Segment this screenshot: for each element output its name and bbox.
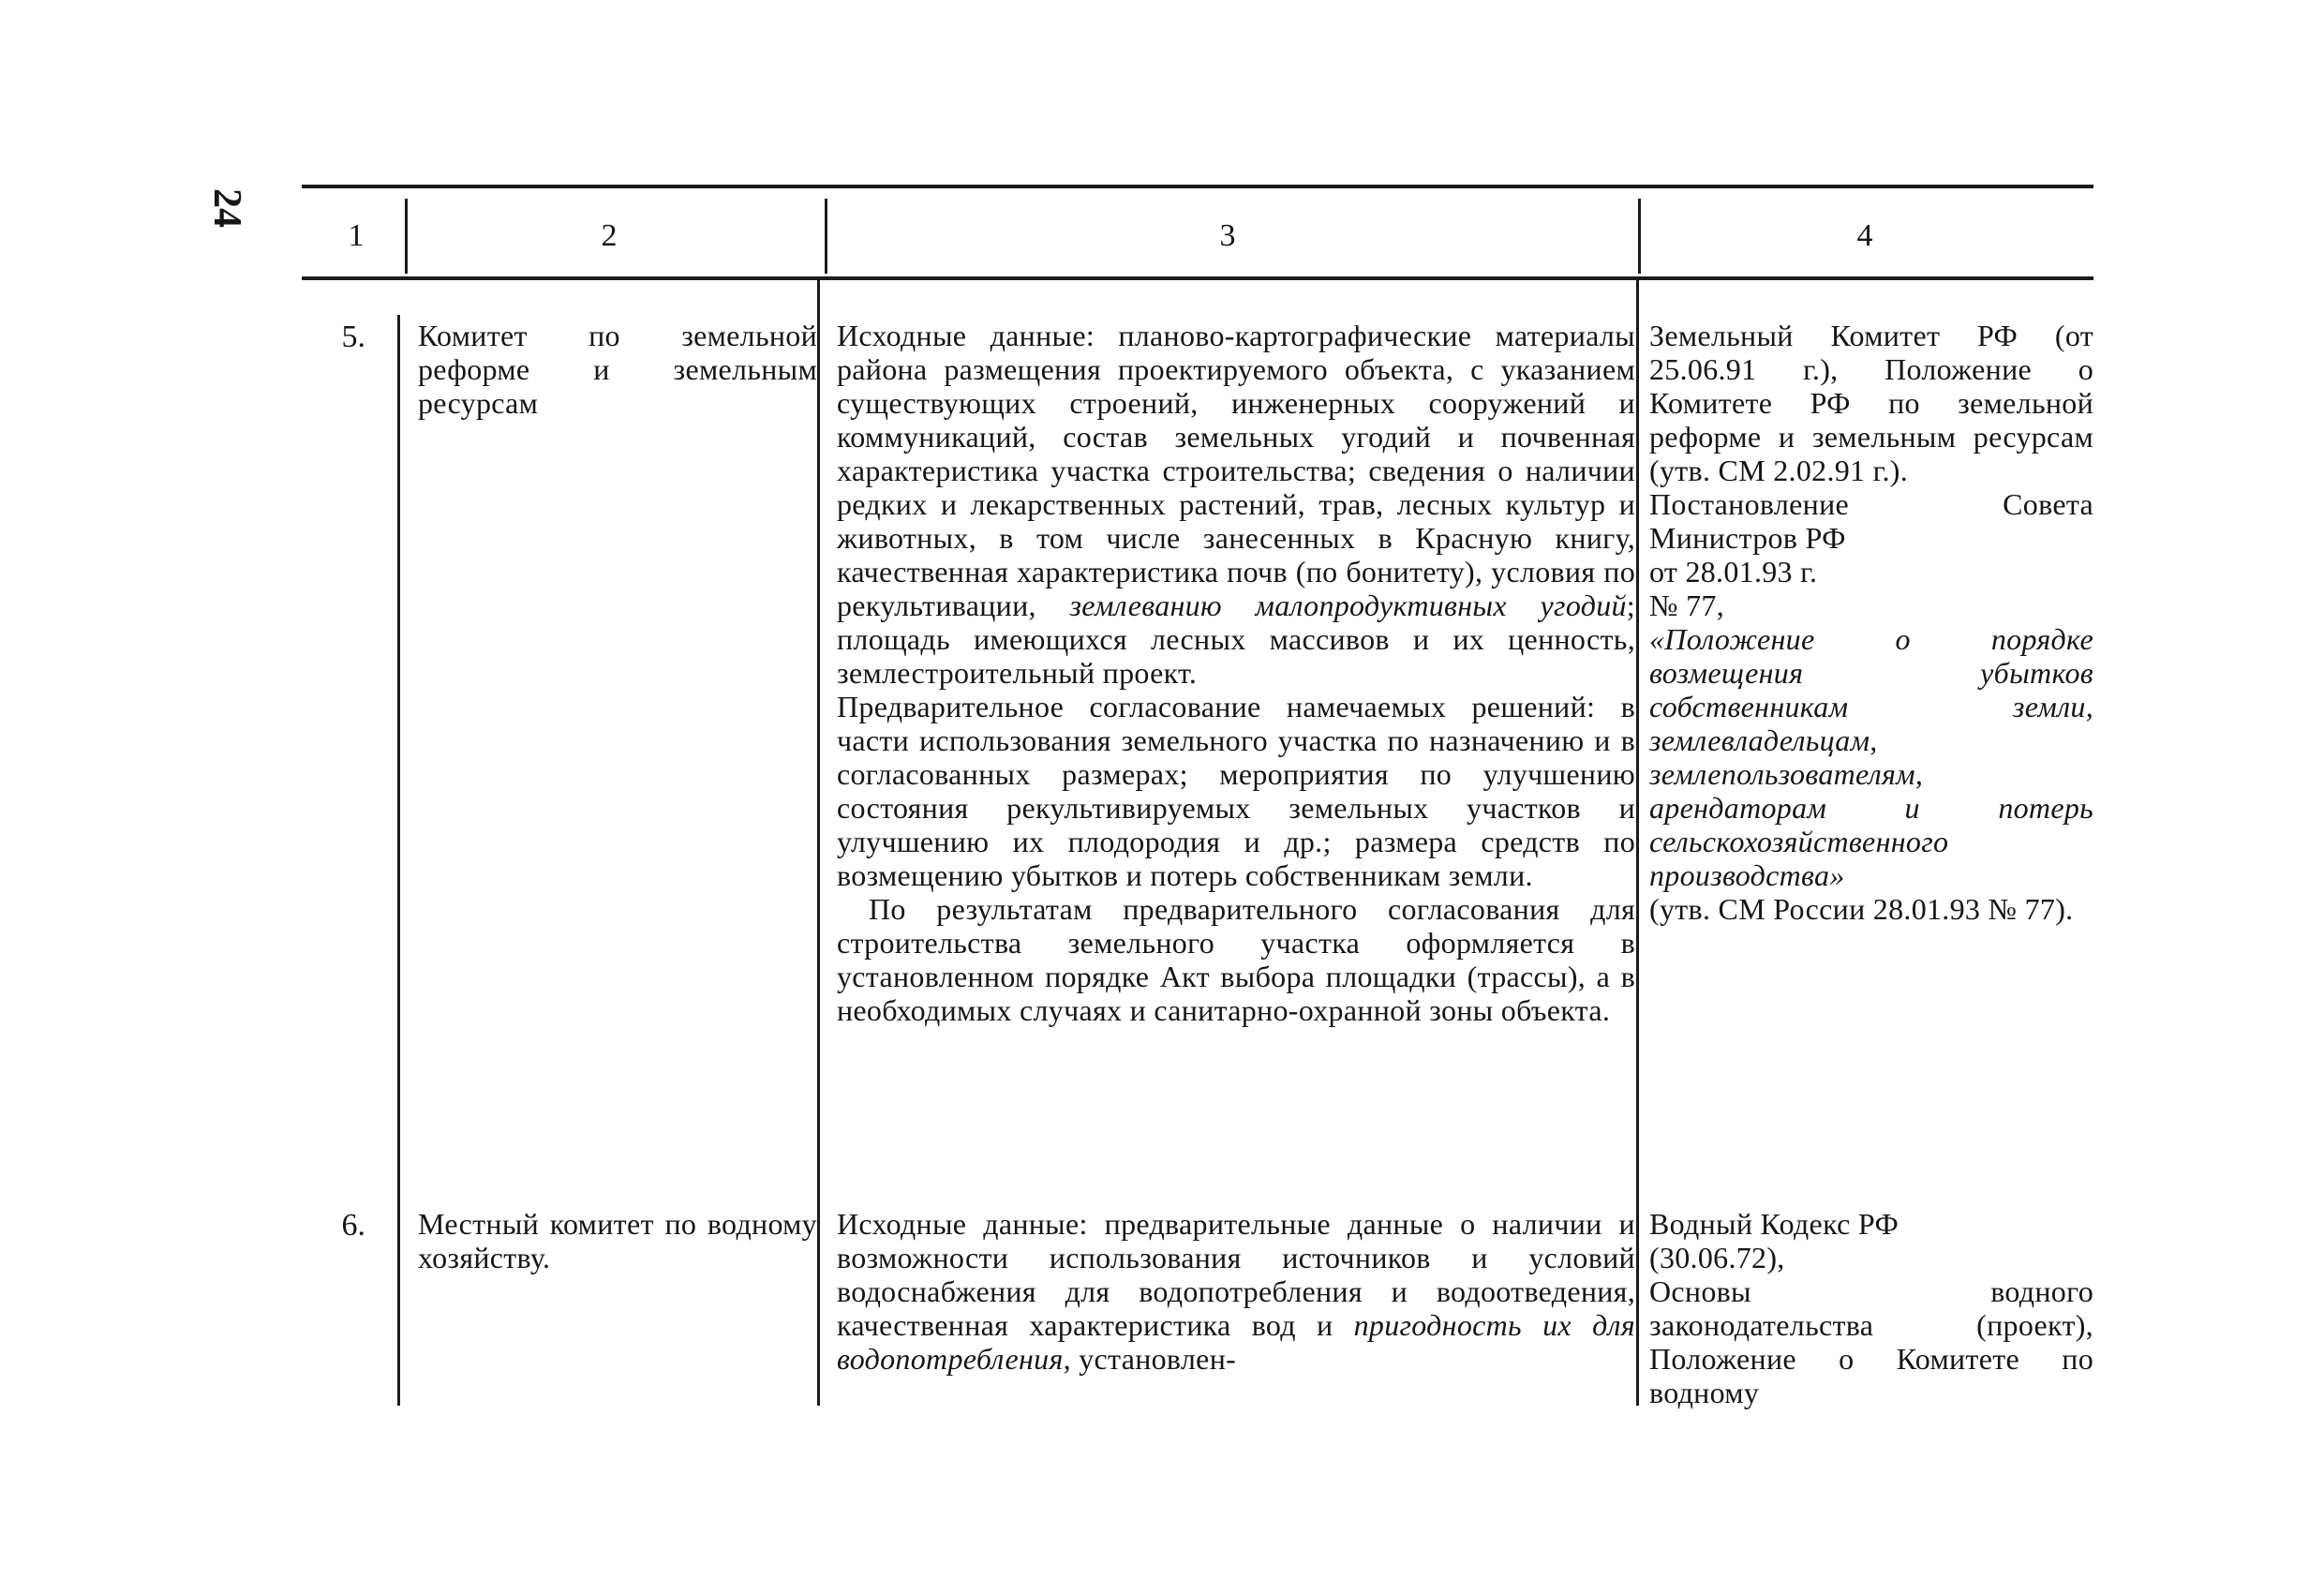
requirements-cell bbox=[837, 319, 1635, 1027]
legal-basis-line: Постановление Совета Министров РФ bbox=[1649, 487, 2093, 555]
requirements-text: ; площадь имеющихся лесных массивов и их ценность, землестроительный проект. bbox=[837, 588, 1635, 690]
legal-basis-cell bbox=[1649, 319, 2093, 926]
table-header-rule bbox=[302, 276, 2093, 280]
column-header-3: 3 bbox=[1219, 218, 1236, 253]
legal-basis-line: Земельный Комитет РФ (от 25.06.91 г.), Положение о Комитете РФ по земельной реформе и земельным ресурсам (утв. СМ 2.02.91 г.). bbox=[1649, 319, 2093, 487]
legal-basis-line: (утв. СМ России 28.01.93 № 77). bbox=[1649, 892, 2074, 926]
organization-cell bbox=[418, 319, 817, 420]
organization-cell bbox=[418, 1207, 817, 1274]
row-number: 5. bbox=[341, 320, 365, 354]
legal-basis-line: № 77, bbox=[1649, 588, 1725, 622]
header-divider-3 bbox=[1638, 199, 1641, 274]
requirements-text-italic: пригодность их для водопотребления bbox=[837, 1308, 1635, 1376]
requirements-paragraph bbox=[837, 1207, 1635, 1376]
header-divider-1 bbox=[405, 199, 408, 274]
legal-basis-line: (30.06.72), bbox=[1649, 1241, 1785, 1274]
page-number: 24 bbox=[205, 188, 248, 228]
legal-basis-line: «Положение о порядке возмещения убытков собственникам земли, землевладельцам, землепользователям, арендаторам и потерь сельскохозяйственного производства» bbox=[1649, 622, 2093, 892]
header-divider-2 bbox=[825, 199, 827, 274]
legal-basis-cell bbox=[1649, 1207, 2093, 1409]
requirements-text: Исходные данные: планово-картографические материалы района размещения проектируемого объекта, с указанием существующих строений, инженерных сооружений и коммуникаций, состав земельных угодий и почвенная характеристика участка строительства; сведения о наличии редких и лекарственных растений, трав, лесных культур и животных, в том числе занесенных в Красную книгу, качественная характеристика почв (по бонитету), условия по рекультивации, bbox=[837, 319, 1635, 622]
legal-basis-line: Основы водного законодательства (проект), Положение о Комитете по водному bbox=[1649, 1274, 2093, 1409]
body-divider-3 bbox=[1636, 277, 1639, 1406]
legal-basis-line: от 28.01.93 г. bbox=[1649, 555, 1818, 588]
organization-name: Местный комитет по водному хозяйству. bbox=[418, 1207, 817, 1274]
column-header-4: 4 bbox=[1856, 218, 1873, 253]
organization-name: Комитет по земельной реформе и земельным ресурсам bbox=[418, 319, 817, 420]
column-header-2: 2 bbox=[601, 218, 618, 253]
requirements-paragraph bbox=[837, 319, 1635, 690]
requirements-cell bbox=[837, 1207, 1635, 1376]
requirements-paragraph: Предварительное согласование намечаемых решений: в части использования земельного участка по назначению и в согласованных размерах; мероприятия по улучшению состояния рекультивируемых земельных участков и улучшению их плодородия и др.; размера средств по возмещению убытков и потерь собственникам земли. bbox=[837, 690, 1635, 892]
requirements-text-italic: землеванию малопродуктивных угодий bbox=[1069, 588, 1627, 622]
requirements-text: , установлен- bbox=[1063, 1342, 1237, 1376]
column-header-1: 1 bbox=[348, 218, 365, 253]
body-divider-2 bbox=[817, 277, 820, 1406]
table-top-rule bbox=[302, 185, 2093, 188]
body-divider-1 bbox=[397, 315, 400, 1406]
requirements-paragraph: По результатам предварительного согласования для строительства земельного участка оформляется в установленном порядке Акт выбора площадки (трассы), а в необходимых случаях и санитарно-охранной зоны объекта. bbox=[837, 892, 1635, 1027]
legal-basis-line: Водный Кодекс РФ bbox=[1649, 1207, 1899, 1241]
requirements-text: Исходные данные: предварительные данные о наличии и возможности использования источников и условий водоснабжения для водопотребления и водоотведения, качественная характеристика вод и bbox=[837, 1207, 1635, 1342]
row-number: 6. bbox=[341, 1208, 365, 1243]
